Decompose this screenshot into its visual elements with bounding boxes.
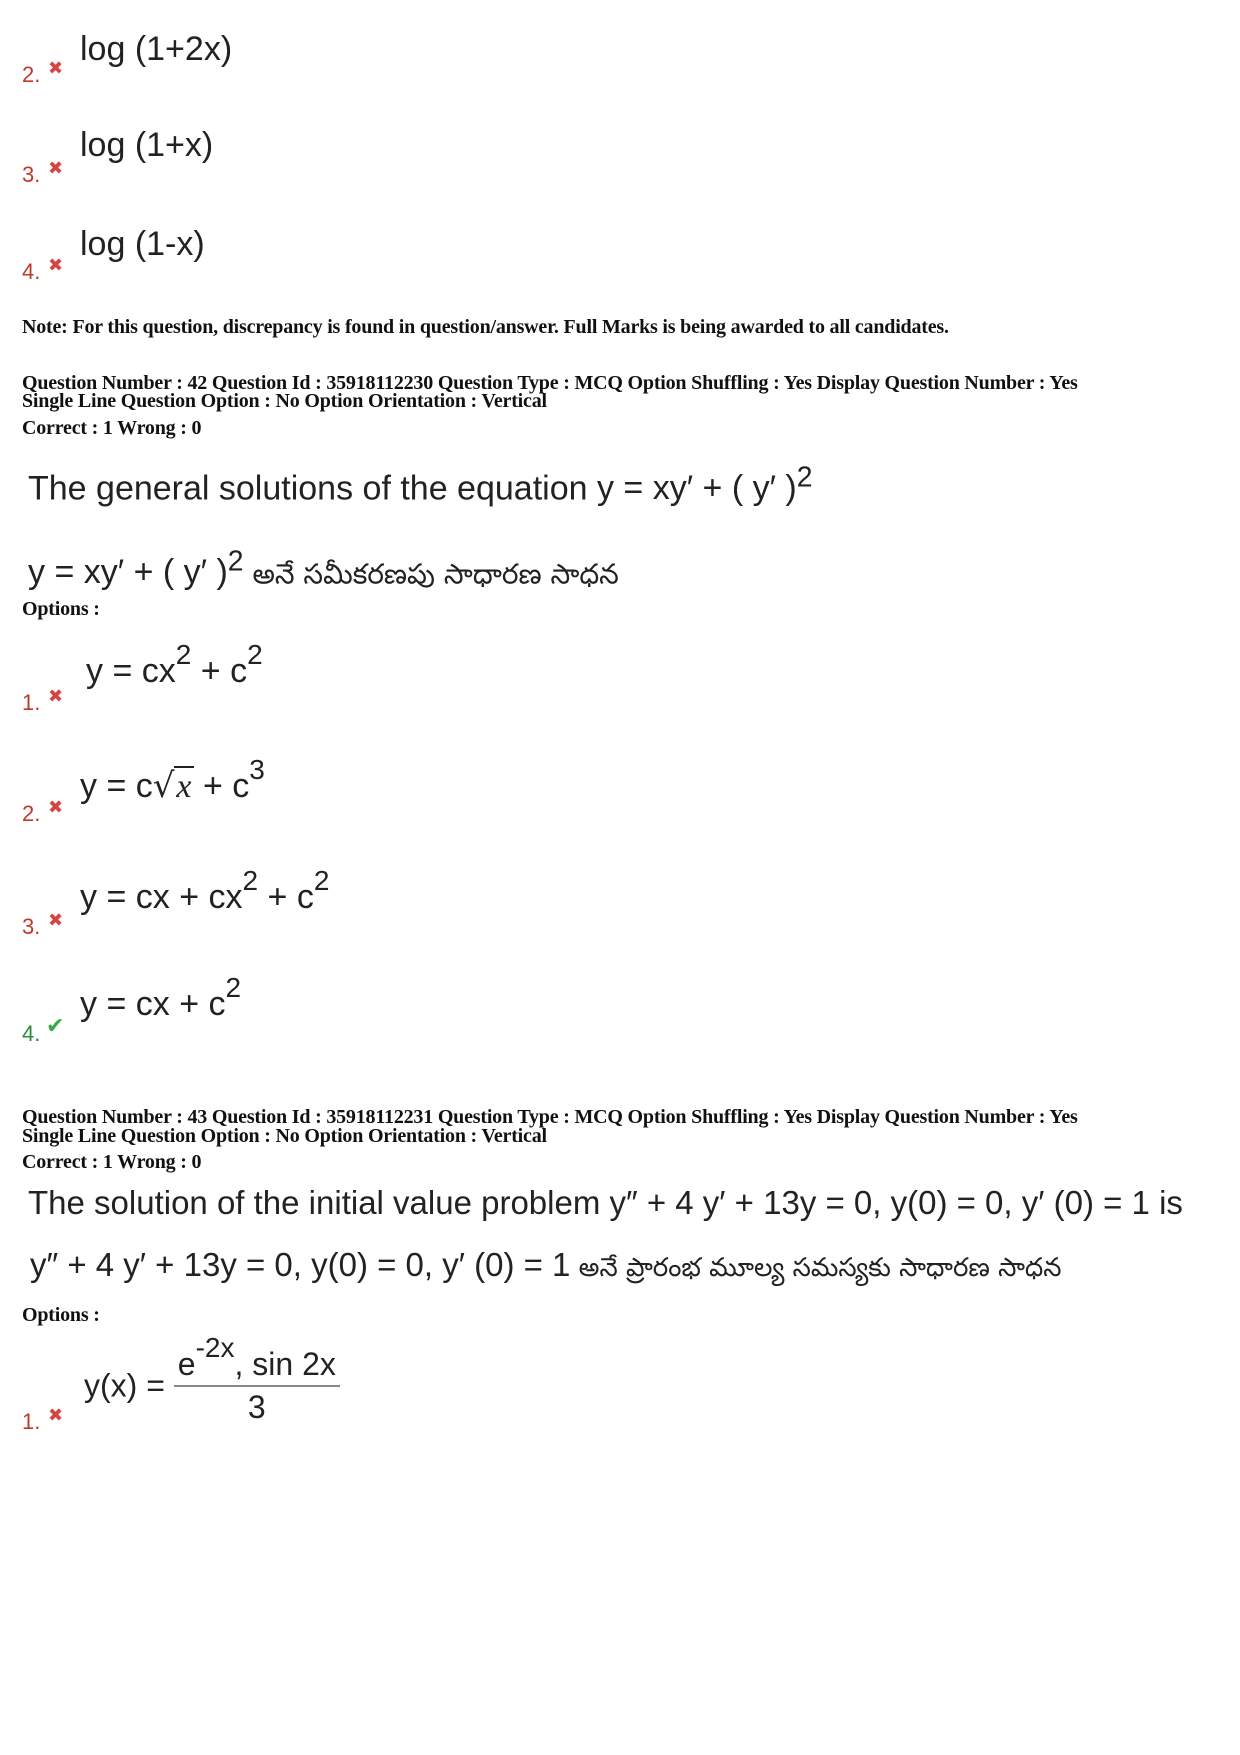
q42-marks: Correct : 1 Wrong : 0 bbox=[22, 417, 202, 439]
q43-question-english: The solution of the initial value problem y″ + 4 y′ + 13y = 0, y(0) = 0, y′ (0) = 1 is bbox=[28, 1184, 1183, 1221]
wrong-icon: ✖ bbox=[48, 255, 64, 276]
check-icon: ✔ bbox=[46, 1014, 65, 1039]
option-number: 3. bbox=[22, 162, 41, 187]
equation: y″ + 4 y′ + 13y = 0, y(0) = 0, y′ (0) = 1 bbox=[30, 1246, 571, 1283]
q43-meta-line2: Single Line Question Option : No Option Orientation : Vertical bbox=[22, 1125, 547, 1147]
option-text: y = cx + $c^2$ bbox=[80, 971, 242, 1023]
option-text: y = cx + $cx^2 + c^2$ bbox=[80, 864, 330, 916]
q42-meta-line1: Question Number : 42 Question Id : 35918112230 Question Type : MCQ Option Shuffling : Yes Display Question Number : Yes bbox=[22, 372, 1078, 394]
q43-question-telugu: y″ + 4 y′ + 13y = 0, y(0) = 0, y′ (0) = 1 అనే ప్రారంభ మూల్య సమస్యకు సాధారణ సాధన bbox=[30, 1246, 1062, 1283]
equation: y = xy′ + ( y′ )$^2$ bbox=[596, 462, 813, 508]
wrong-icon: ✖ bbox=[48, 686, 64, 707]
wrong-icon: ✖ bbox=[48, 58, 64, 79]
option-number: 1. bbox=[22, 1409, 41, 1434]
q42-meta-line2: Single Line Question Option : No Option Orientation : Vertical bbox=[22, 390, 547, 412]
option-number: 2. bbox=[22, 62, 41, 87]
q43-options-label: Options : bbox=[22, 1304, 100, 1326]
option-number: 1. bbox=[22, 690, 41, 715]
equation: y = xy′ + ( y′ )$^2$ bbox=[28, 546, 244, 592]
option-number: 2. bbox=[22, 801, 41, 826]
option-text: log (1+x) bbox=[80, 126, 214, 164]
discrepancy-note: Note: For this question, discrepancy is found in question/answer. Full Marks is being awarded to all candidates. bbox=[22, 316, 949, 338]
wrong-icon: ✖ bbox=[48, 1405, 64, 1426]
q43-meta-line1: Question Number : 43 Question Id : 35918112231 Question Type : MCQ Option Shuffling : Yes Display Question Number : Yes bbox=[22, 1106, 1078, 1128]
wrong-icon: ✖ bbox=[48, 158, 64, 179]
q42-question-telugu: y = xy′ + ( y′ )$^2$ అనే సమీకరణపు సాధారణ సాధన bbox=[28, 546, 619, 592]
wrong-icon: ✖ bbox=[48, 910, 64, 931]
option-text: log (1+2x) bbox=[80, 30, 233, 68]
equation: y″ + 4 y′ + 13y = 0, y(0) = 0, y′ (0) = 1 bbox=[609, 1184, 1150, 1221]
option-text: $y = c√x + c^3$ bbox=[80, 753, 265, 806]
q43-marks: Correct : 1 Wrong : 0 bbox=[22, 1151, 202, 1173]
q42-options-label: Options : bbox=[22, 598, 100, 620]
q42-question-english: The general solutions of the equation y = xy′ + ( y′ )$^2$ bbox=[28, 462, 813, 508]
option-text: $y = cx^2 + c^2$ bbox=[86, 638, 263, 690]
option-number: 3. bbox=[22, 914, 41, 939]
option-number: 4. bbox=[22, 1021, 41, 1046]
option-number: 4. bbox=[22, 259, 41, 284]
option-text: y(x) = $\frac{e^{-2x}, \sin 2x}{3}$ bbox=[84, 1346, 340, 1426]
option-text: log (1-x) bbox=[80, 225, 205, 263]
wrong-icon: ✖ bbox=[48, 797, 64, 818]
